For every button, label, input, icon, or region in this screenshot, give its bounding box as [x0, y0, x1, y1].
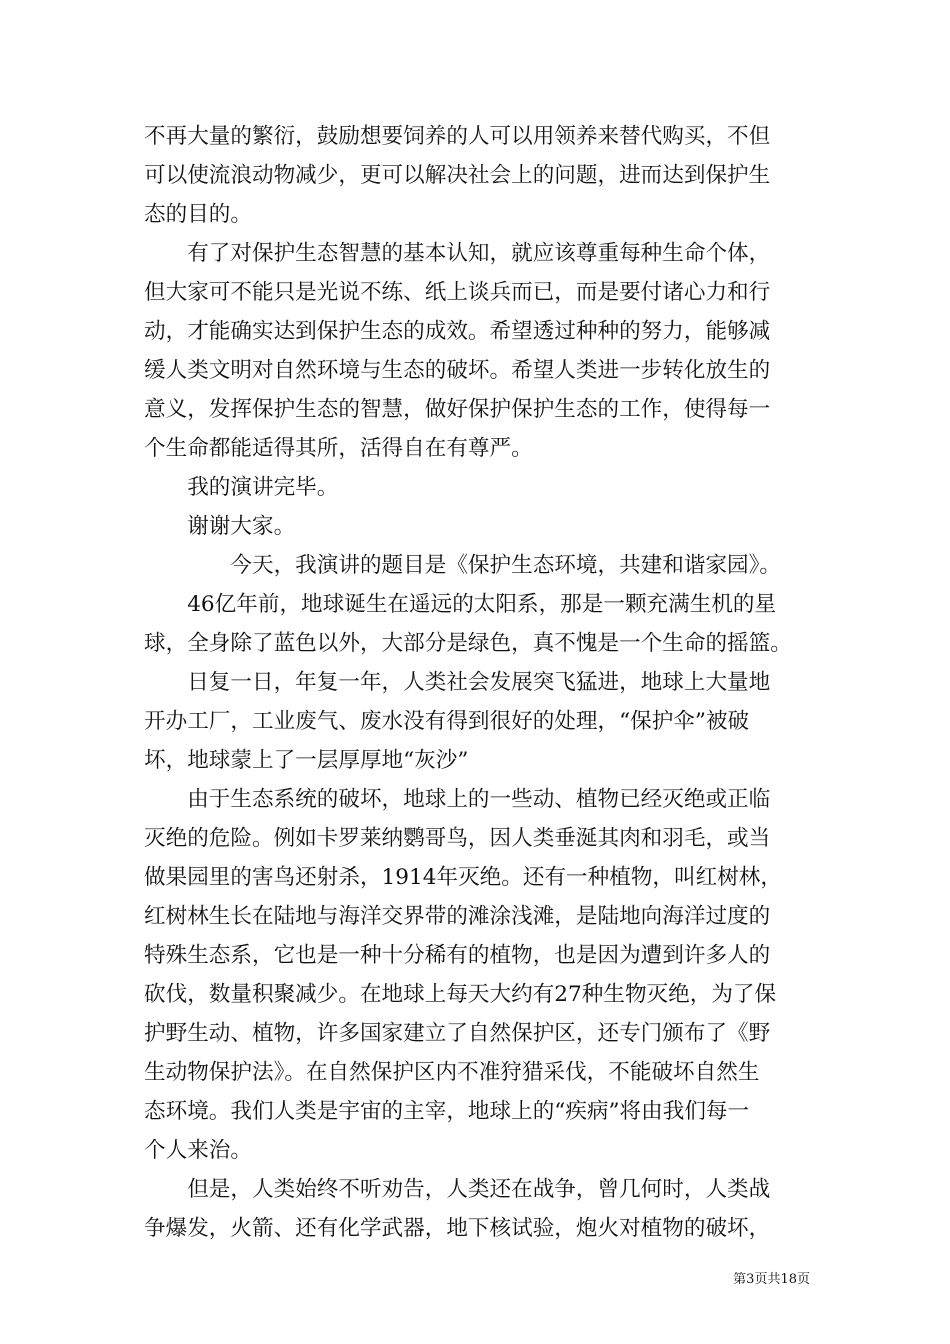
text-line: 灭绝的危险。例如卡罗莱纳鹦哥鸟，因人类垂涎其肉和羽毛，或当	[144, 826, 771, 851]
text-line: 可以使流浪动物减少，更可以解决社会上的问题，进而达到保护生	[144, 163, 771, 188]
text-line: 态的目的。	[144, 202, 252, 227]
text-line: 争爆发，火箭、还有化学武器，地下核试验，炮火对植物的破坏，	[144, 1216, 771, 1241]
text-line: 生动物保护法》。在自然保护区内不准狩猎采伐，不能破坏自然生	[144, 1060, 760, 1085]
text-line: 红树林生长在陆地与海洋交界带的滩涂浅滩，是陆地向海洋过度的	[144, 904, 771, 929]
text-line: 缓人类文明对自然环境与生态的破坏。希望人类进一步转化放生的	[144, 358, 771, 383]
text-line: 日复一日，年复一年，人类社会发展突飞猛进，地球上大量地	[144, 670, 771, 695]
text-line: 动，才能确实达到保护生态的成效。希望透过种种的努力，能够减	[144, 319, 771, 344]
text-line: 球，全身除了蓝色以外，大部分是绿色，真不愧是一个生命的摇篮。	[144, 631, 792, 656]
text-line: 但大家可不能只是光说不练、纸上谈兵而已，而是要付诸心力和行	[144, 280, 771, 305]
document-body	[144, 117, 809, 1248]
text-line: 意义，发挥保护生态的智慧，做好保护保护生态的工作，使得每一	[144, 397, 771, 422]
text-line: 做果园里的害鸟还射杀，1914年灭绝。还有一种植物，叫红树林，	[144, 865, 782, 890]
text-line: 由于生态系统的破坏，地球上的一些动、植物已经灭绝或正临	[144, 787, 771, 812]
text-line: 个生命都能适得其所，活得自在有尊严。	[144, 436, 533, 461]
page-number-footer: 第3页共18页	[733, 1272, 810, 1287]
text-line: 开办工厂，工业废气、废水没有得到很好的处理，“保护伞”被破	[144, 709, 750, 734]
text-line: 今天，我演讲的题目是《保护生态环境，共建和谐家园》。	[144, 553, 782, 578]
text-line: 谢谢大家。	[144, 514, 296, 539]
text-line: 有了对保护生态智慧的基本认知，就应该尊重每种生命个体，	[144, 241, 771, 266]
text-line: 态环境。我们人类是宇宙的主宰，地球上的“疾病”将由我们每一	[144, 1099, 750, 1124]
text-line: 我的演讲完毕。	[144, 475, 339, 500]
text-line: 护野生动、植物，许多国家建立了自然保护区，还专门颁布了《野	[144, 1021, 771, 1046]
text-line: 坏，地球蒙上了一层厚厚地“灰沙”	[144, 748, 469, 773]
text-line: 个人来治。	[144, 1138, 252, 1163]
text-line: 46亿年前，地球诞生在遥远的太阳系，那是一颗充满生机的星	[144, 592, 777, 617]
text-line: 特殊生态系，它也是一种十分稀有的植物，也是因为遭到许多人的	[144, 943, 771, 968]
text-line: 但是，人类始终不听劝告，人类还在战争，曾几何时，人类战	[144, 1177, 771, 1202]
text-line: 砍伐，数量积聚减少。在地球上每天大约有27种生物灭绝，为了保	[144, 982, 777, 1007]
text-line: 不再大量的繁衍，鼓励想要饲养的人可以用领养来替代购买，不但	[144, 124, 771, 149]
